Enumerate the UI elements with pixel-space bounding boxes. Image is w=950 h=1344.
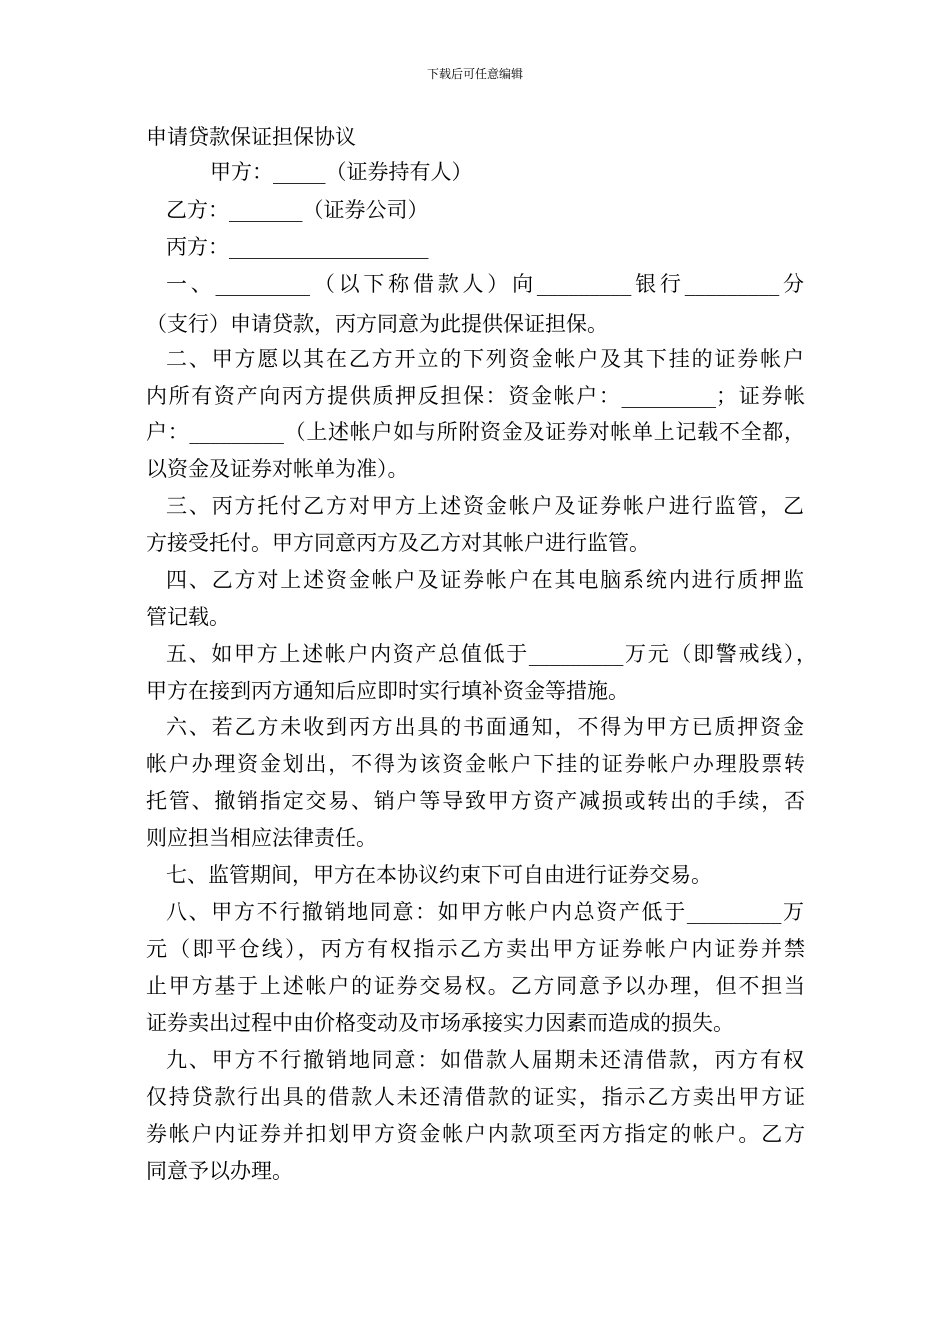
clause-line: 五、如甲方上述帐户内资产总值低于_________万元（即警戒线）， (166, 642, 817, 666)
clause-line: 方接受托付。甲方同意丙方及乙方对其帐户进行监管。 (146, 531, 650, 555)
party-a-line: 甲方：_____（证券持有人） (210, 160, 473, 184)
clause-line: 止甲方基于上述帐户的证券交易权。乙方同意予以办理，但不担当 (146, 974, 805, 998)
clause-line: 八、甲方不行撤销地同意：如甲方帐户内总资产低于_________万 (166, 900, 804, 924)
party-c-line: 丙方：___________________ (166, 235, 429, 259)
clause-line: 托管、撤销指定交易、销户等导致甲方资产减损或转出的手续，否 (146, 789, 805, 813)
clause-line: 九、甲方不行撤销地同意：如借款人届期未还清借款，丙方有权 (166, 1048, 804, 1072)
clause-line: 六、若乙方未收到丙方出具的书面通知，不得为甲方已质押资金 (166, 715, 804, 739)
clause-line: 帐户办理资金划出，不得为该资金帐户下挂的证券帐户办理股票转 (146, 752, 805, 776)
page-header-note: 下载后可任意编辑 (426, 67, 523, 81)
clause-line: 同意予以办理。 (146, 1159, 293, 1183)
clause-line: 内所有资产向丙方提供质押反担保：资金帐户：_________；证券帐 (146, 384, 805, 408)
document-title: 申请贷款保证担保协议 (146, 125, 356, 149)
clause-line: 七、监管期间，甲方在本协议约束下可自由进行证券交易。 (166, 863, 712, 887)
clause-line: 元（即平仓线），丙方有权指示乙方卖出甲方证券帐户内证券并禁 (146, 937, 805, 961)
clause-line: 二、甲方愿以其在乙方开立的下列资金帐户及其下挂的证券帐户 (166, 347, 804, 371)
clause-line: 户：_________（上述帐户如与所附资金及证券对帐单上记载不全都， (146, 420, 805, 444)
party-b-line: 乙方：_______（证券公司） (166, 198, 429, 222)
clause-line: 券帐户内证券并扣划甲方资金帐户内款项至丙方指定的帐户。乙方 (146, 1122, 805, 1146)
clause-line: 则应担当相应法律责任。 (146, 826, 377, 850)
clause-line: 证券卖出过程中由价格变动及市场承接实力因素而造成的损失。 (146, 1011, 734, 1035)
clause-line: 三、丙方托付乙方对甲方上述资金帐户及证券帐户进行监管，乙 (166, 494, 804, 518)
clause-line: （支行）申请贷款，丙方同意为此提供保证担保。 (146, 312, 608, 336)
clause-line: 四、乙方对上述资金帐户及证券帐户在其电脑系统内进行质押监 (166, 568, 804, 592)
clause-line: 以资金及证券对帐单为准）。 (146, 457, 409, 481)
clause-line: 甲方在接到丙方通知后应即时实行填补资金等措施。 (146, 679, 629, 703)
clause-line: 仅持贷款行出具的借款人未还清借款的证实，指示乙方卖出甲方证 (146, 1085, 805, 1109)
clause-line: 管记载。 (146, 605, 230, 629)
clause-line: 一、_________（以下称借款人）向_________银行_________分 (166, 272, 804, 296)
